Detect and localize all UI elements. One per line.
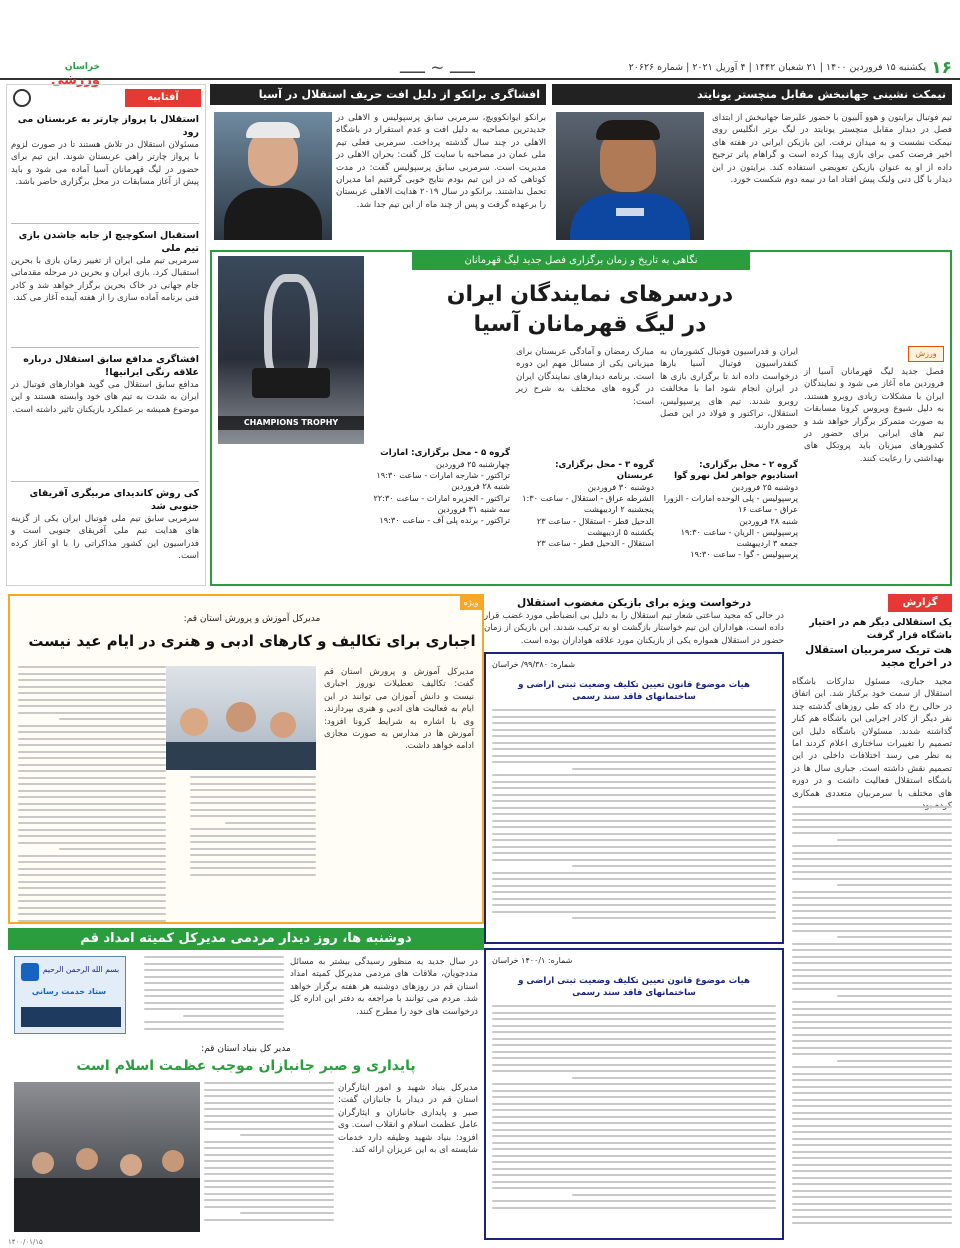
veterans-photo	[14, 1082, 200, 1232]
relief-story	[8, 928, 484, 1038]
ball-icon	[13, 89, 31, 107]
story-body: تیم فوتبال برایتون و هوو آلبیون با حضور علیرضا جهانبخش از ابتدای فصل در دیدار مقابل منچستر یونایتد در لیگ برتر انگلیس روی نیمکت نشست و به میدان نرفت. این بازیکن ایرانی در هفته های اخیر فرصت کمی برای بازی پیدا کرده است و گراهام پاتر ترجیح داده از او به عنوان بازیکن تعویضی استفاده کند. برایتون در این دیدار با گل دنی ولبک پیش افتاد اما در نیمه دوم شکست خورد.	[712, 113, 952, 186]
relief-body: در سال جدید به منظور رسیدگی بیشتر به مسائل مددجویان، ملاقات های مردمی مدیرکل کمیته امداد استان قم در روزهای دوشنبه هر هفته برگزار خواهد شد. مردم می توانند با مراجعه به دفتر این اداره کل درخواست های خود را مطرح کنند.	[290, 957, 478, 1017]
group-match: یکشنبه ۵ اردیبهشت	[587, 526, 654, 537]
report-headline: یک استقلالی دیگر هم در اختیار باشگاه قرار گرفت	[809, 617, 952, 641]
report-label-text: گزارش	[902, 597, 938, 608]
afc-body-col2: ایران و فدراسیون فوتبال کشورمان به کنفدراسیون فوتبال آسیا بارها درخواست داده اند تا برگزاری بازی ها در ایران انجام شود اما با مخالفت روبرو شدند. تیم های پرسپولیس، استقلال، تراکتور و فولاد در این فصل حضور دارند.	[660, 347, 798, 432]
group-match: شنبه ۲۸ فروردین	[451, 481, 510, 492]
footer-code: ۱۴۰۰/۰۱/۱۵	[8, 1238, 43, 1246]
group-match: الشرطه عراق - استقلال - ساعت ۱:۳۰	[522, 493, 654, 504]
left-item-body: مسئولان استقلال در تلاش هستند تا در صورت لزوم با پرواز چارتر راهی عربستان شوند. این تیم برای حضور در لیگ قهرمانان آسیا آماده می شود و باید پیش از آغاز مسابقات در محل برگزاری حاضر باشد.	[11, 140, 199, 188]
aftab-label	[125, 89, 201, 107]
veterans-subkicker: مدیر کل بنیاد استان قم:	[201, 1044, 291, 1054]
coach-photo	[214, 112, 332, 240]
calligraphy-ornament: ـــــ ~ ـــــ	[400, 58, 475, 78]
report-body-continued	[792, 806, 952, 1236]
classroom-photo	[166, 666, 316, 770]
left-news-column	[6, 84, 206, 586]
veterans-body: مدیرکل بنیاد شهید و امور ایثارگران استان قم در دیدار با جانبازان گفت: صبر و پایداری جانبازان و ایثارگران عامل عظمت اسلام و انقلاب است. وی افزود: بنیاد شهید وظیفه دارد خدمات شایسته ای به این عزیزان ارائه کند.	[338, 1083, 478, 1156]
edu-headline: اجباری برای تکالیف و کارهای ادبی و هنری در ایام عید نیست	[28, 632, 476, 650]
notice-title: هیات موضوع قانون تعیین تکلیف وضعیت ثبتی اراضی و ساختمانهای فاقد سند رسمی	[518, 680, 750, 702]
group-match: شنبه ۲۸ فروردین	[739, 515, 798, 526]
group-match: پرسپولیس - گوا - ساعت ۱۹:۳۰	[690, 549, 798, 560]
relief-card-text: بسم الله الرحمن الرحیم	[42, 965, 120, 974]
afc-group	[660, 460, 798, 560]
relief-headline: دوشنبه ها، روز دیدار مردمی مدیرکل کمیته امداد قم	[8, 928, 484, 950]
group-match: چهارشنبه ۲۵ فروردین	[436, 459, 510, 469]
group-match: استقلال - الدحیل قطر - ساعت ۲۳	[536, 538, 654, 549]
section-brand	[12, 58, 100, 88]
left-item-body: سرمربی تیم ملی ایران از تغییر زمان بازی با بحرین استقبال کرد. بازی ایران و بحرین در مرحله مقدماتی جام جهانی در خاک بحرین برگزار خواهد شد و کادر فنی برنامه آماده سازی را از هفته آینده آغاز می کند.	[11, 256, 199, 304]
edu-body: مدیرکل آموزش و پرورش استان قم گفت: تکالیف تعطیلات نوروز اجباری نیست و دانش آموزان می توانند در این ایام به فعالیت های ادبی و هنری بپردازند. وی با اشاره به شرایط کرونا افزود: آموزش ها در مدارس به صورت مجازی ادامه خواهد داشت.	[324, 667, 474, 752]
afc-group	[516, 460, 654, 549]
left-item-headline: استقبال اسکوچیچ از جابه جاشدن بازی تیم ملی	[18, 230, 199, 254]
request-story	[484, 596, 784, 648]
group-match: جمعه ۳ اردیبهشت	[736, 538, 798, 549]
left-item-body: مدافع سابق استقلال می گوید هوادارهای فوتبال در ایران به شدت به تیم های خود وابسته هستند و این موضوع همیشه بر عملکرد بازیکنان تاثیر داشته است.	[11, 380, 199, 415]
notice-title: هیات موضوع قانون تعیین تکلیف وضعیت ثبتی اراضی و ساختمانهای فاقد سند رسمی	[518, 976, 750, 998]
afc-body-col1: فصل جدید لیگ قهرمانان آسیا از فروردین ماه آغاز می شود و نمایندگان ایران با مشکلات زیادی روبرو هستند. به دلیل شیوع ویروس کرونا مسابقات به صورت متمرکز برگزار خواهد شد و تیم های ایرانی برای حضور در کشورهای میزبان باید پروتکل های بهداشتی را رعایت کنند.	[804, 367, 944, 464]
afc-kicker	[412, 252, 750, 270]
afc-title-line1: دردسرهای نمایندگان ایران	[446, 282, 734, 307]
group-match: دوشنبه ۲۵ فروردین	[731, 482, 798, 492]
afc-title	[380, 280, 800, 340]
afc-story	[210, 250, 952, 586]
report-subhead: هت تریک سرمربیان استقلال در اخراج مجید	[805, 644, 952, 669]
afc-body-col3: مبارک رمضان و آمادگی عربستان برای میزبانی یکی از مسائل مهم این دوره است. برنامه دیدارهای نمایندگان ایران در گروه های مختلف به شرح زیر است:	[516, 347, 654, 407]
headline: نیمکت نشینی جهانبخش مقابل منچستر یونایتد	[552, 84, 952, 105]
player-photo	[556, 112, 704, 240]
page-number: ۱۶	[931, 58, 952, 78]
edu-subkicker: مدیرکل آموزش و پرورش استان قم:	[183, 614, 321, 624]
request-headline: درخواست ویژه برای بازیکن مغضوب استقلال	[516, 597, 752, 609]
left-item	[11, 229, 199, 355]
group-match: سه شنبه ۳۱ فروردین	[437, 503, 510, 514]
notice-number: شماره: ۱۴۰۰/۱ خراسان	[492, 956, 573, 965]
veterans-headline: پایداری و صبر جانبازان موجب عظمت اسلام است	[76, 1058, 416, 1074]
left-item-body: سرمربی سابق تیم ملی فوتبال ایران یکی از گزینه های هدایت تیم ملی آفریقای جنوبی است و فدراسیون این کشور مذاکراتی را با او آغاز کرده است.	[11, 514, 199, 562]
afc-group	[372, 448, 510, 526]
headline: افشاگری برانکو از دلیل افت حریف استقلال در آسیا	[210, 84, 546, 105]
edu-kicker	[460, 596, 482, 610]
left-item-headline: کی روش کاندیدای مربیگری آفریقای جنوبی شد	[29, 488, 199, 512]
group-match: دوشنبه ۳۰ فروردین	[587, 482, 654, 492]
group-match: تراکتور - الجزیره امارات - ساعت ۲۲:۳۰	[373, 492, 510, 503]
group-title: گروه ۲ - محل برگزاری: استادیوم جواهر لعل نهرو گوا	[674, 460, 798, 481]
left-item-headline: استقلال با پرواز چارتر به عربستان می رود	[17, 114, 199, 138]
legal-notice	[484, 948, 784, 1240]
report-label	[888, 594, 952, 612]
group-title: گروه ۵ - محل برگزاری: امارات	[380, 448, 510, 458]
group-match: پرسپولیس - الریان - ساعت ۱۹:۳۰	[680, 526, 798, 537]
left-item	[11, 487, 199, 585]
group-match: تراکتور - برنده پلی آف - ساعت ۱۹:۳۰	[379, 515, 510, 526]
masthead	[0, 56, 960, 88]
group-match: تراکتور - شارجه امارات - ساعت ۱۹:۳۰	[376, 470, 510, 481]
veterans-story	[8, 1044, 484, 1240]
edu-kicker-text: ویژه	[463, 598, 479, 607]
group-match: الدحیل قطر - استقلال - ساعت ۲۳	[536, 515, 654, 526]
afc-title-line2: در لیگ قهرمانان آسیا	[473, 312, 707, 337]
left-item-headline: افشاگری مدافع سابق استقلال درباره علاقه رنگی ایرانیها!	[23, 354, 199, 378]
story-body: برانکو ایوانکوویچ، سرمربی سابق پرسپولیس و الاهلی در جدیدترین مصاحبه به دلیل افت و عدم استقرار در باشگاه الاهلی در چند سال گذشته پرداخت. سرمربی فعلی تیم ملی عمان در مصاحبه با سایت کل گفت: بحران الاهلی در مدیریت است. سرمربی سابق پرسپولیس گفت: در مدت کوتاهی که در این تیم بودم نتایج خوبی گرفتیم اما مدیران تحمل نداشتند. برانکو در سال ۲۰۱۹ هدایت الاهلی عربستان را برعهده گرفت و پس از چند ماه از این تیم جدا شد.	[336, 113, 546, 210]
afc-kicker-text: نگاهی به تاریخ و زمان برگزاری فصل جدید لیگ قهرمانان	[464, 255, 698, 266]
relief-card	[14, 956, 126, 1034]
report-body: مجید جباری، مسئول تدارکات باشگاه استقلال از سمت خود برکنار شد. این اتفاق در حالی رخ داد که طی روزهای گذشته چند نفر دیگر از کادر اجرایی این باشگاه هم کنار گذاشته شدند. مسئولان باشگاه دلیل این تصمیم را تغییرات ساختاری اعلام کردند اما به نظر می رسد اختلافات داخلی در این تصمیم نقش داشته است. جباری سال ها در باشگاه استقلال فعالیت داشت و در دوره های مختلف با سرمربیان متعددی همکاری	[792, 677, 952, 799]
request-body: در حالی که مجید ساعتی شعار تیم استقلال را به دلیل بی انضباطی مورد غضب قرار داده است، هواداران این تیم خواستار بازگشت او به ترکیب شدند. این بازیکن از زمان حضور در استقلال همواره یکی از بازیکنان مورد علاقه هواداران بوده است.	[484, 611, 784, 646]
group-match: پنجشنبه ۲ اردیبهشت	[583, 504, 654, 515]
brand-title: ورزشی	[51, 73, 100, 88]
edu-story	[8, 594, 484, 924]
brand-sub: خراسان	[64, 62, 100, 72]
report-column	[792, 594, 952, 1240]
story-branko	[210, 84, 546, 244]
left-item	[11, 113, 199, 217]
group-title: گروه ۳ - محل برگزاری: عربستان	[555, 460, 654, 481]
legal-notice	[484, 652, 784, 944]
afc-badge-text: ورزش	[915, 349, 937, 358]
dateline: یکشنبه ۱۵ فروردین ۱۴۰۰ | ۲۱ شعبان ۱۴۴۲ | ۴ آوریل ۲۰۲۱ | شماره ۲۰۶۲۶	[628, 62, 926, 73]
aftab-label-text: آفتابیه	[147, 92, 179, 103]
trophy-photo	[218, 256, 364, 444]
relief-card-sub: ستاد خدمت رسانی	[31, 987, 107, 996]
story-jahanbakhsh	[552, 84, 952, 244]
left-item	[11, 353, 199, 479]
afc-badge	[908, 346, 944, 362]
group-match: پرسپولیس - پلی الوحده امارات - الزورا عراق - ساعت ۱۶	[663, 493, 798, 515]
trophy-caption: CHAMPIONS TROPHY	[243, 418, 339, 427]
notice-number: شماره: ۹۹/۳۸۰/ خراسان	[492, 660, 576, 669]
